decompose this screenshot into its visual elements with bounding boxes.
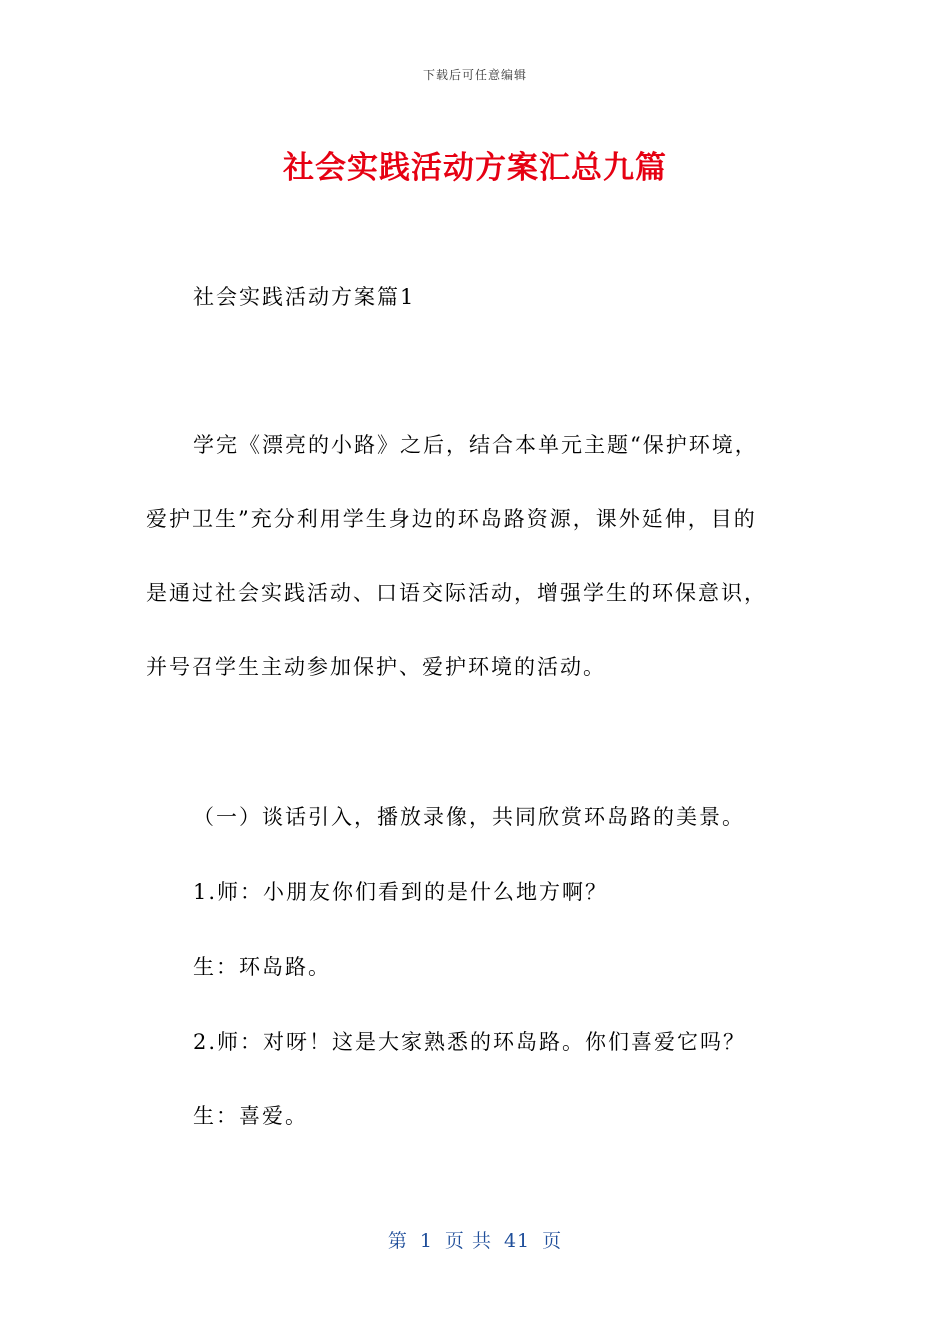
intro-line-3: 是通过社会实践活动、口语交际活动，增强学生的环保意识， <box>146 581 767 605</box>
footer-total-pages: 41 <box>503 1230 531 1252</box>
intro-line-2: 爱护卫生”充分利用学生身边的环岛路资源，课外延伸，目的 <box>146 507 757 531</box>
footer-prefix: 第 <box>387 1230 408 1252</box>
intro-line-1: 学完《漂亮的小路》之后，结合本单元主题“保护环境， <box>193 433 758 457</box>
footer-middle: 页 共 <box>444 1230 492 1252</box>
dialogue-line-2: 生：环岛路。 <box>193 955 331 979</box>
dialogue-line-3: 2.师：对呀！这是大家熟悉的环岛路。你们喜爱它吗？ <box>193 1030 747 1054</box>
footer-page-number: 1 <box>419 1230 433 1252</box>
header-note: 下载后可任意编辑 <box>422 68 527 82</box>
section-heading: 社会实践活动方案篇1 <box>193 285 416 309</box>
dialogue-line-4: 生：喜爱。 <box>193 1104 308 1128</box>
intro-line-4: 并号召学生主动参加保护、爱护环境的活动。 <box>146 655 606 679</box>
dialogue-line-1: 1.师：小朋友你们看到的是什么地方啊？ <box>193 880 609 904</box>
document-title: 社会实践活动方案汇总九篇 <box>283 150 667 186</box>
step-heading: （一）谈话引入，播放录像，共同欣赏环岛路的美景。 <box>193 805 745 829</box>
page-footer <box>0 1226 950 1253</box>
footer-suffix: 页 <box>542 1230 563 1252</box>
